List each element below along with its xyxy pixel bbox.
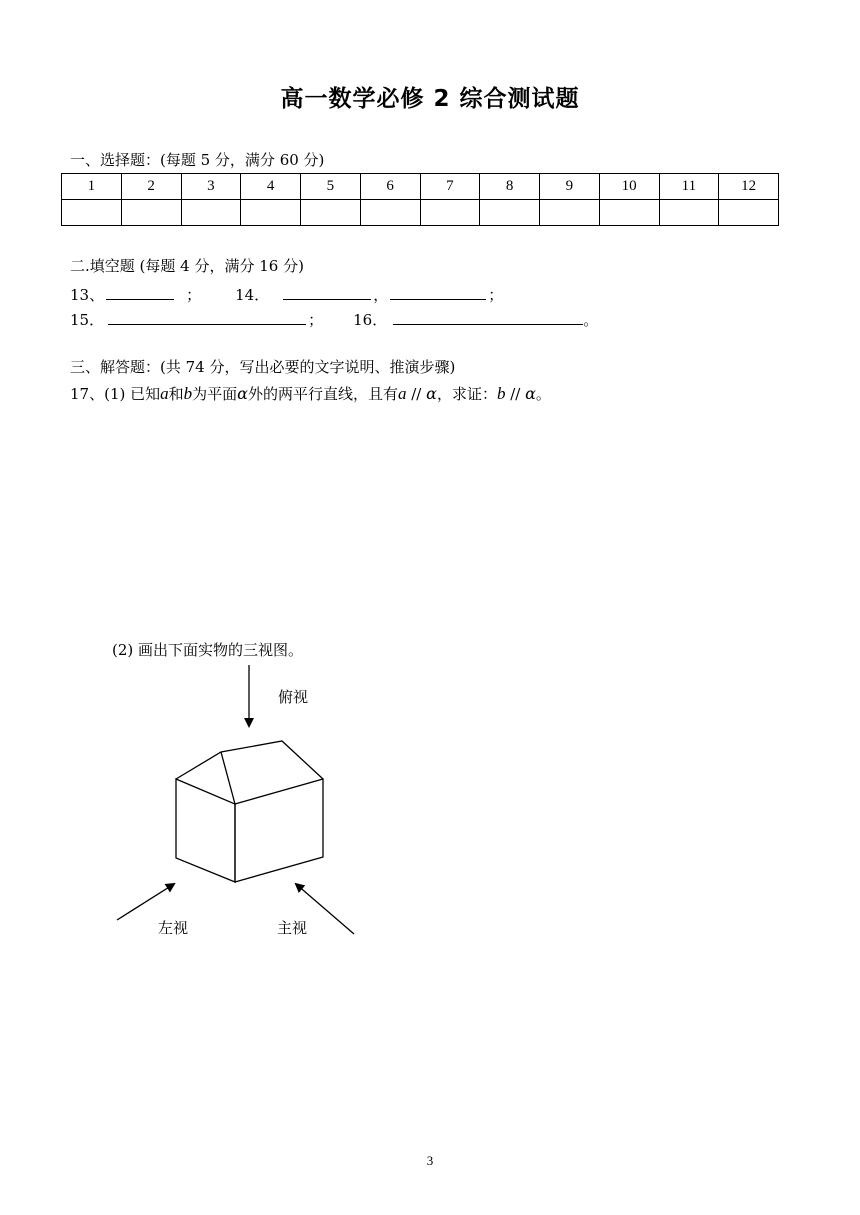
left-view-arrow [117, 884, 174, 920]
q17-and: 和 [168, 385, 184, 403]
q17-mid: 为平面 [192, 385, 238, 403]
var-alpha-2: α [426, 384, 437, 403]
q17-prove: ，求证： [436, 385, 497, 403]
answer-grid-number-cell: 6 [360, 174, 420, 200]
house-roof [176, 741, 323, 779]
top-view-label: 俯视 [278, 688, 309, 706]
var-alpha-3: α [525, 384, 536, 403]
q13-label: 13、 [70, 286, 105, 304]
house-roof-ridge-edge [221, 752, 235, 804]
question-17-part-2: (2) 画出下面实物的三视图。 [112, 641, 304, 659]
q13-end: ； [186, 286, 202, 304]
q16-label: 16． [353, 311, 388, 329]
parallel-symbol-1: // [406, 385, 427, 403]
house-front-face [235, 779, 323, 882]
q15-end: ； [308, 311, 324, 329]
answer-grid-number-cell: 12 [719, 174, 779, 200]
var-alpha: α [237, 384, 248, 403]
answer-grid-number-cell: 9 [540, 174, 600, 200]
page-number: 3 [426, 1153, 434, 1168]
answer-grid-number-cell: 1 [62, 174, 122, 200]
left-view-label: 左视 [158, 919, 189, 937]
section2-heading: 二.填空题 (每题 4 分，满分 16 分) [70, 257, 304, 275]
q14-label: 14． [235, 286, 270, 304]
answer-grid-number-cell: 7 [420, 174, 480, 200]
var-a: a [160, 384, 169, 403]
var-a-2: a [397, 384, 407, 403]
answer-grid-number-cell: 4 [241, 174, 301, 200]
q17-rest: 外的两平行直线，且有 [247, 385, 398, 403]
answer-grid-number-cell: 11 [659, 174, 719, 200]
answer-grid-number-cell: 2 [121, 174, 181, 200]
answer-grid-number-cell: 8 [480, 174, 540, 200]
q16-end: 。 [583, 311, 599, 329]
answer-grid-number-cell: 10 [599, 174, 659, 200]
front-view-label: 主视 [277, 919, 308, 937]
parallel-symbol-2: // [505, 385, 526, 403]
section3-heading: 三、解答题：(共 74 分，写出必要的文字说明、推演步骤) [70, 358, 456, 376]
q17-prefix: 17、(1) 已知 [70, 385, 161, 403]
q14-end: ； [488, 286, 504, 304]
q17-end: 。 [535, 385, 551, 403]
section1-heading: 一、选择题：(每题 5 分，满分 60 分) [70, 151, 325, 169]
answer-grid-number-cell: 5 [301, 174, 361, 200]
var-b-2: b [496, 384, 506, 403]
q14-sep: ， [373, 286, 389, 304]
house-left-face [176, 779, 235, 882]
page-title: 高一数学必修 2 综合测试题 [280, 86, 580, 112]
answer-grid-number-cell: 3 [181, 174, 241, 200]
var-b: b [183, 384, 193, 403]
q15-label: 15． [70, 311, 105, 329]
